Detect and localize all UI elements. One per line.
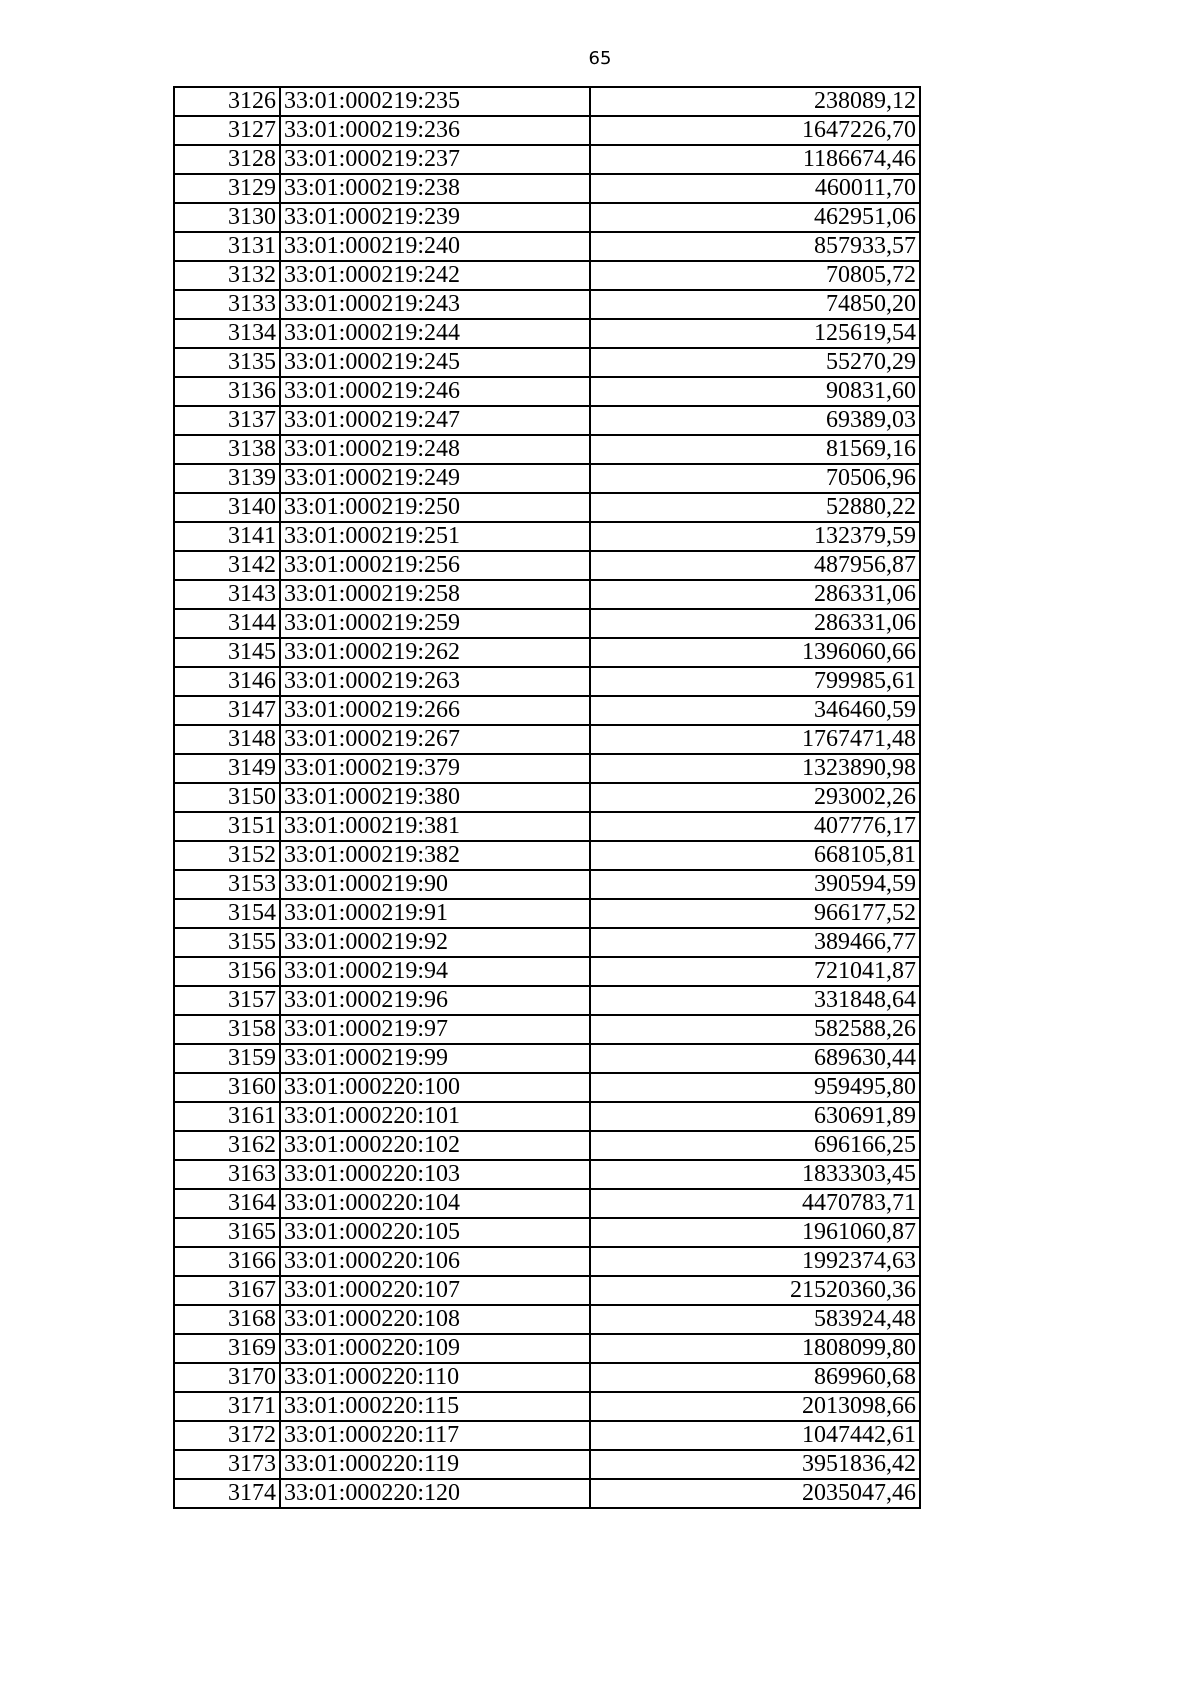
table-row xyxy=(174,464,920,493)
row-number-cell: 3169 xyxy=(174,1334,280,1363)
cadastral-number-cell: 33:01:000220:107 xyxy=(280,1276,590,1305)
table-row xyxy=(174,1189,920,1218)
cadastral-value-cell: 583924,48 xyxy=(590,1305,920,1334)
cadastral-number-cell: 33:01:000219:266 xyxy=(280,696,590,725)
row-number-cell: 3155 xyxy=(174,928,280,957)
cadastral-value-cell: 90831,60 xyxy=(590,377,920,406)
cadastral-number-cell: 33:01:000219:262 xyxy=(280,638,590,667)
row-number-cell: 3168 xyxy=(174,1305,280,1334)
cadastral-value-cell: 55270,29 xyxy=(590,348,920,377)
table-row xyxy=(174,1392,920,1421)
row-number-cell: 3135 xyxy=(174,348,280,377)
cadastral-number-cell: 33:01:000220:106 xyxy=(280,1247,590,1276)
cadastral-value-cell: 286331,06 xyxy=(590,609,920,638)
table-row xyxy=(174,348,920,377)
cadastral-number-cell: 33:01:000219:245 xyxy=(280,348,590,377)
cadastral-number-cell: 33:01:000219:94 xyxy=(280,957,590,986)
cadastral-value-cell: 689630,44 xyxy=(590,1044,920,1073)
table-row xyxy=(174,638,920,667)
table-row xyxy=(174,522,920,551)
cadastral-number-cell: 33:01:000219:242 xyxy=(280,261,590,290)
cadastral-value-cell: 1992374,63 xyxy=(590,1247,920,1276)
table-row xyxy=(174,1334,920,1363)
row-number-cell: 3130 xyxy=(174,203,280,232)
row-number-cell: 3150 xyxy=(174,783,280,812)
cadastral-number-cell: 33:01:000219:246 xyxy=(280,377,590,406)
cadastral-value-cell: 630691,89 xyxy=(590,1102,920,1131)
row-number-cell: 3145 xyxy=(174,638,280,667)
table-row xyxy=(174,1044,920,1073)
cadastral-number-cell: 33:01:000219:244 xyxy=(280,319,590,348)
cadastral-number-cell: 33:01:000220:119 xyxy=(280,1450,590,1479)
table-row xyxy=(174,435,920,464)
cadastral-value-cell: 462951,06 xyxy=(590,203,920,232)
cadastral-number-cell: 33:01:000219:240 xyxy=(280,232,590,261)
cadastral-value-table xyxy=(173,86,921,1509)
row-number-cell: 3142 xyxy=(174,551,280,580)
table-row xyxy=(174,261,920,290)
cadastral-value-cell: 346460,59 xyxy=(590,696,920,725)
row-number-cell: 3159 xyxy=(174,1044,280,1073)
cadastral-number-cell: 33:01:000219:381 xyxy=(280,812,590,841)
cadastral-number-cell: 33:01:000220:110 xyxy=(280,1363,590,1392)
table-row xyxy=(174,696,920,725)
row-number-cell: 3132 xyxy=(174,261,280,290)
table-row xyxy=(174,1015,920,1044)
cadastral-value-cell: 1323890,98 xyxy=(590,754,920,783)
cadastral-number-cell: 33:01:000220:115 xyxy=(280,1392,590,1421)
cadastral-value-cell: 799985,61 xyxy=(590,667,920,696)
cadastral-number-cell: 33:01:000219:382 xyxy=(280,841,590,870)
table-row xyxy=(174,377,920,406)
cadastral-value-cell: 869960,68 xyxy=(590,1363,920,1392)
table-row xyxy=(174,493,920,522)
cadastral-number-cell: 33:01:000220:101 xyxy=(280,1102,590,1131)
row-number-cell: 3173 xyxy=(174,1450,280,1479)
table-row xyxy=(174,1160,920,1189)
cadastral-value-cell: 1808099,80 xyxy=(590,1334,920,1363)
cadastral-value-cell: 959495,80 xyxy=(590,1073,920,1102)
row-number-cell: 3166 xyxy=(174,1247,280,1276)
cadastral-value-cell: 668105,81 xyxy=(590,841,920,870)
table-row xyxy=(174,870,920,899)
cadastral-number-cell: 33:01:000219:258 xyxy=(280,580,590,609)
row-number-cell: 3154 xyxy=(174,899,280,928)
table-row xyxy=(174,174,920,203)
table-row xyxy=(174,783,920,812)
cadastral-value-cell: 238089,12 xyxy=(590,87,920,116)
cadastral-value-cell: 487956,87 xyxy=(590,551,920,580)
cadastral-number-cell: 33:01:000219:96 xyxy=(280,986,590,1015)
cadastral-value-cell: 132379,59 xyxy=(590,522,920,551)
cadastral-number-cell: 33:01:000219:243 xyxy=(280,290,590,319)
table-row xyxy=(174,725,920,754)
cadastral-value-cell: 52880,22 xyxy=(590,493,920,522)
cadastral-number-cell: 33:01:000219:247 xyxy=(280,406,590,435)
table-row xyxy=(174,1247,920,1276)
cadastral-value-cell: 70506,96 xyxy=(590,464,920,493)
cadastral-number-cell: 33:01:000219:236 xyxy=(280,116,590,145)
cadastral-value-cell: 1396060,66 xyxy=(590,638,920,667)
row-number-cell: 3156 xyxy=(174,957,280,986)
table-row xyxy=(174,290,920,319)
cadastral-value-cell: 857933,57 xyxy=(590,232,920,261)
cadastral-value-cell: 1767471,48 xyxy=(590,725,920,754)
row-number-cell: 3143 xyxy=(174,580,280,609)
table-body xyxy=(174,87,920,1508)
table-row xyxy=(174,899,920,928)
cadastral-value-cell: 125619,54 xyxy=(590,319,920,348)
cadastral-value-cell: 81569,16 xyxy=(590,435,920,464)
table-row xyxy=(174,754,920,783)
cadastral-number-cell: 33:01:000219:248 xyxy=(280,435,590,464)
table-row xyxy=(174,319,920,348)
cadastral-number-cell: 33:01:000219:99 xyxy=(280,1044,590,1073)
cadastral-number-cell: 33:01:000220:105 xyxy=(280,1218,590,1247)
cadastral-value-cell: 3951836,42 xyxy=(590,1450,920,1479)
row-number-cell: 3157 xyxy=(174,986,280,1015)
table-row xyxy=(174,551,920,580)
row-number-cell: 3160 xyxy=(174,1073,280,1102)
cadastral-value-cell: 2013098,66 xyxy=(590,1392,920,1421)
row-number-cell: 3133 xyxy=(174,290,280,319)
cadastral-value-cell: 390594,59 xyxy=(590,870,920,899)
cadastral-number-cell: 33:01:000220:104 xyxy=(280,1189,590,1218)
table-row xyxy=(174,609,920,638)
cadastral-number-cell: 33:01:000219:237 xyxy=(280,145,590,174)
row-number-cell: 3158 xyxy=(174,1015,280,1044)
table-row xyxy=(174,145,920,174)
row-number-cell: 3148 xyxy=(174,725,280,754)
table-row xyxy=(174,1450,920,1479)
cadastral-value-cell: 1647226,70 xyxy=(590,116,920,145)
table-row xyxy=(174,1102,920,1131)
cadastral-number-cell: 33:01:000219:92 xyxy=(280,928,590,957)
cadastral-value-cell: 2035047,46 xyxy=(590,1479,920,1508)
table-row xyxy=(174,580,920,609)
row-number-cell: 3147 xyxy=(174,696,280,725)
cadastral-number-cell: 33:01:000220:102 xyxy=(280,1131,590,1160)
cadastral-value-cell: 286331,06 xyxy=(590,580,920,609)
row-number-cell: 3151 xyxy=(174,812,280,841)
page-number: 65 xyxy=(588,48,612,69)
cadastral-number-cell: 33:01:000220:120 xyxy=(280,1479,590,1508)
cadastral-value-cell: 1186674,46 xyxy=(590,145,920,174)
cadastral-number-cell: 33:01:000219:90 xyxy=(280,870,590,899)
row-number-cell: 3167 xyxy=(174,1276,280,1305)
row-number-cell: 3174 xyxy=(174,1479,280,1508)
row-number-cell: 3128 xyxy=(174,145,280,174)
row-number-cell: 3137 xyxy=(174,406,280,435)
row-number-cell: 3164 xyxy=(174,1189,280,1218)
table-row xyxy=(174,87,920,116)
table-row xyxy=(174,1305,920,1334)
table-row xyxy=(174,1421,920,1450)
row-number-cell: 3153 xyxy=(174,870,280,899)
row-number-cell: 3149 xyxy=(174,754,280,783)
cadastral-number-cell: 33:01:000220:103 xyxy=(280,1160,590,1189)
table-row xyxy=(174,812,920,841)
row-number-cell: 3162 xyxy=(174,1131,280,1160)
cadastral-value-cell: 389466,77 xyxy=(590,928,920,957)
cadastral-value-cell: 4470783,71 xyxy=(590,1189,920,1218)
table-row xyxy=(174,1131,920,1160)
row-number-cell: 3131 xyxy=(174,232,280,261)
row-number-cell: 3171 xyxy=(174,1392,280,1421)
cadastral-number-cell: 33:01:000220:117 xyxy=(280,1421,590,1450)
cadastral-value-cell: 696166,25 xyxy=(590,1131,920,1160)
cadastral-value-cell: 407776,17 xyxy=(590,812,920,841)
row-number-cell: 3161 xyxy=(174,1102,280,1131)
cadastral-number-cell: 33:01:000220:100 xyxy=(280,1073,590,1102)
row-number-cell: 3163 xyxy=(174,1160,280,1189)
table-row xyxy=(174,1479,920,1508)
table-row xyxy=(174,406,920,435)
cadastral-value-cell: 74850,20 xyxy=(590,290,920,319)
cadastral-number-cell: 33:01:000219:238 xyxy=(280,174,590,203)
row-number-cell: 3126 xyxy=(174,87,280,116)
cadastral-number-cell: 33:01:000219:249 xyxy=(280,464,590,493)
cadastral-value-cell: 460011,70 xyxy=(590,174,920,203)
row-number-cell: 3170 xyxy=(174,1363,280,1392)
row-number-cell: 3146 xyxy=(174,667,280,696)
row-number-cell: 3165 xyxy=(174,1218,280,1247)
cadastral-value-cell: 293002,26 xyxy=(590,783,920,812)
cadastral-number-cell: 33:01:000220:108 xyxy=(280,1305,590,1334)
table-row xyxy=(174,1276,920,1305)
row-number-cell: 3129 xyxy=(174,174,280,203)
cadastral-number-cell: 33:01:000219:239 xyxy=(280,203,590,232)
row-number-cell: 3144 xyxy=(174,609,280,638)
cadastral-value-cell: 21520360,36 xyxy=(590,1276,920,1305)
table-row xyxy=(174,1218,920,1247)
cadastral-number-cell: 33:01:000219:251 xyxy=(280,522,590,551)
cadastral-number-cell: 33:01:000219:91 xyxy=(280,899,590,928)
row-number-cell: 3138 xyxy=(174,435,280,464)
table-row xyxy=(174,667,920,696)
cadastral-value-cell: 331848,64 xyxy=(590,986,920,1015)
row-number-cell: 3127 xyxy=(174,116,280,145)
table-row xyxy=(174,1073,920,1102)
cadastral-value-cell: 582588,26 xyxy=(590,1015,920,1044)
table-row xyxy=(174,928,920,957)
table-row xyxy=(174,841,920,870)
cadastral-number-cell: 33:01:000219:256 xyxy=(280,551,590,580)
table-row xyxy=(174,232,920,261)
row-number-cell: 3139 xyxy=(174,464,280,493)
cadastral-value-cell: 1047442,61 xyxy=(590,1421,920,1450)
row-number-cell: 3141 xyxy=(174,522,280,551)
cadastral-number-cell: 33:01:000219:263 xyxy=(280,667,590,696)
table-row xyxy=(174,1363,920,1392)
cadastral-value-cell: 1961060,87 xyxy=(590,1218,920,1247)
cadastral-value-cell: 966177,52 xyxy=(590,899,920,928)
cadastral-number-cell: 33:01:000220:109 xyxy=(280,1334,590,1363)
cadastral-number-cell: 33:01:000219:97 xyxy=(280,1015,590,1044)
table-row xyxy=(174,203,920,232)
row-number-cell: 3152 xyxy=(174,841,280,870)
row-number-cell: 3134 xyxy=(174,319,280,348)
cadastral-value-cell: 70805,72 xyxy=(590,261,920,290)
cadastral-number-cell: 33:01:000219:379 xyxy=(280,754,590,783)
row-number-cell: 3172 xyxy=(174,1421,280,1450)
cadastral-number-cell: 33:01:000219:250 xyxy=(280,493,590,522)
table-row xyxy=(174,116,920,145)
cadastral-value-cell: 69389,03 xyxy=(590,406,920,435)
cadastral-number-cell: 33:01:000219:267 xyxy=(280,725,590,754)
cadastral-number-cell: 33:01:000219:259 xyxy=(280,609,590,638)
cadastral-value-cell: 721041,87 xyxy=(590,957,920,986)
row-number-cell: 3140 xyxy=(174,493,280,522)
cadastral-number-cell: 33:01:000219:380 xyxy=(280,783,590,812)
row-number-cell: 3136 xyxy=(174,377,280,406)
cadastral-number-cell: 33:01:000219:235 xyxy=(280,87,590,116)
table-row xyxy=(174,986,920,1015)
cadastral-value-cell: 1833303,45 xyxy=(590,1160,920,1189)
table-row xyxy=(174,957,920,986)
